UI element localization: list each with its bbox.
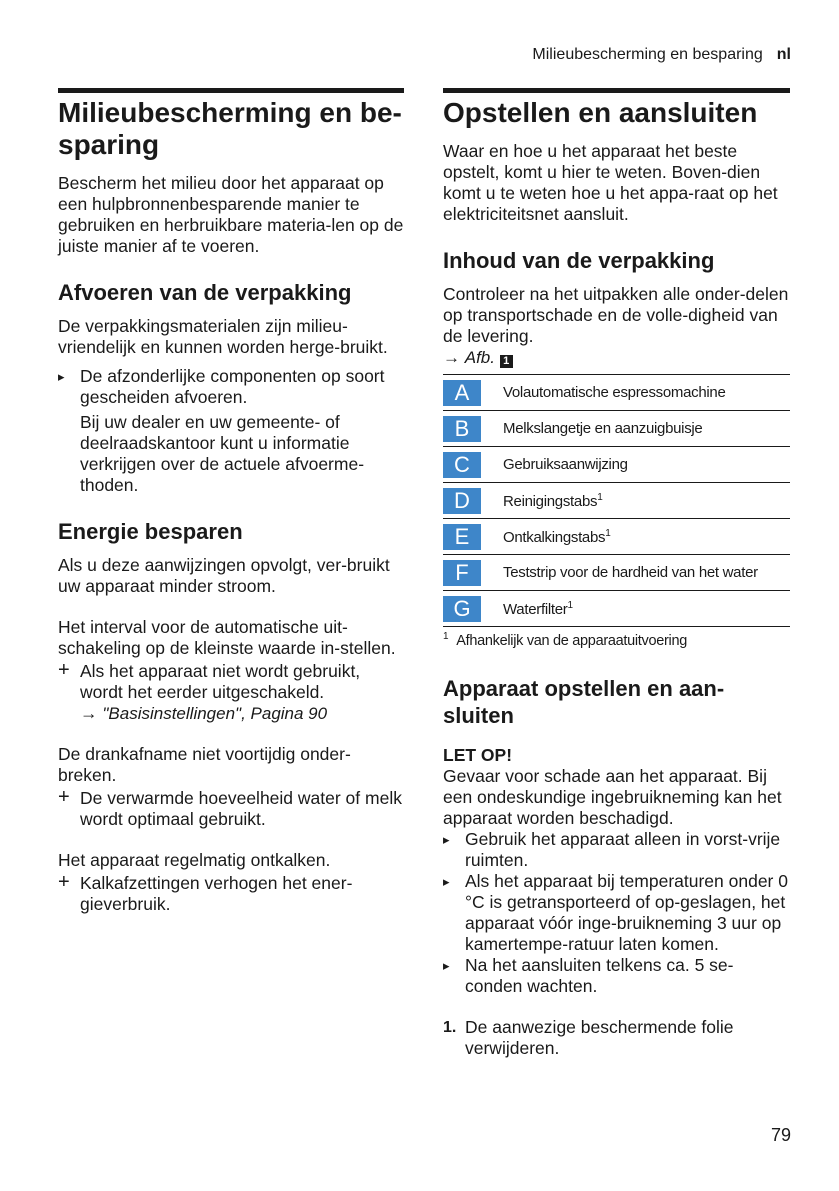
contents-label: Waterfilter [503,600,568,618]
figure-reference [443,347,790,368]
heading-setup-connect: Apparaat opstellen en aan- sluiten [443,675,725,728]
plus-icon: + [58,786,70,808]
energy-text-1: Als u deze aanwijzingen opvolgt, ver-bruikt uw apparaat minder stroom. [58,555,390,596]
heading-energy: Energie besparen [58,519,243,544]
contents-letter-badge: E [443,524,481,550]
section-rule [58,88,404,93]
heading-package-contents: Inhoud van de verpakking [443,248,715,273]
contents-letter-cell [443,519,503,555]
setup-bullet-2: ▸ Als het apparaat bij temperaturen onder 0 °C is getransporteerd of op-geslagen, het apparaat vóór inge-bruikneming 3 uur op kamertempe-ratuur laten komen. [443,871,790,955]
left-column [58,88,404,915]
contents-row [443,483,790,519]
energy-advantage-2 [58,788,404,830]
right-column [443,88,790,1059]
contents-description [503,447,790,483]
contents-description [503,555,790,591]
section-title-setup: Opstellen en aansluiten [443,97,758,128]
footnote-mark: 1 [443,631,449,642]
footnote-text: Afhankelijk van de apparaatuitvoering [456,632,687,649]
contents-row [443,519,790,555]
contents-letter-cell [443,591,503,627]
header-section-title: Milieubescherming en besparing [532,46,763,63]
disposal-text: De verpakkingsmaterialen zijn milieu-vriendelijk en kunnen worden herge-bruikt. [58,316,388,357]
energy-text-4: Het apparaat regelmatig ontkalken. [58,850,331,870]
disposal-note: Bij uw dealer en uw gemeente- of deelraadskantoor kunt u informatie verkrijgen over de actuele afvoerme-thoden. [80,412,365,495]
contents-row [443,555,790,591]
contents-label: Reinigingstabs [503,492,598,510]
package-contents-table [443,374,790,627]
step-number: 1. [443,1018,457,1036]
energy-reference-link[interactable]: "Basisinstellingen", Pagina 90 [102,704,328,723]
contents-row [443,375,790,411]
energy-text-3: De drankafname niet voortijdig onder-breken. [58,744,351,785]
contents-letter-badge: B [443,416,481,442]
disposal-bullet: ▸ De afzonderlijke componenten op soort gescheiden afvoeren. [58,366,404,408]
section-rule [443,88,790,93]
contents-description [503,483,790,519]
contents-letter-badge: D [443,488,481,514]
page-number: 79 [770,1125,791,1145]
energy-advantage-2-text: De verwarmde hoeveelheid water of melk wordt optimaal gebruikt. [80,788,402,829]
caution-title: LET OP! [443,744,513,765]
contents-letter-cell [443,447,503,483]
contents-description [503,411,790,447]
contents-text: Controleer na het uitpakken alle onder-delen op transportschade en de volle-digheid van de levering. [443,284,789,346]
contents-letter-badge: G [443,596,481,622]
setup-bullet-1: ▸ Gebruik het apparaat alleen in vorst-vrije ruimten. [443,829,790,871]
environment-intro: Bescherm het milieu door het apparaat op een hulpbronnenbesparende manier te gebruiken en herbruikbare materia-len op de juiste manier af te voeren. [58,173,404,256]
header-language: nl [776,46,791,63]
energy-advantage-1-text: Als het apparaat niet wordt gebruikt, wordt het eerder uitgeschakeld. [80,661,361,702]
contents-label: Teststrip voor de hardheid van het water [503,564,758,581]
setup-intro: Waar en hoe u het apparaat het beste opstelt, komt u hier te weten. Boven-dien komt u te weten hoe u het appa-raat op het elektriciteitsnet aansluit. [443,141,778,224]
contents-letter-cell [443,375,503,411]
contents-description [503,519,790,555]
setup-bullet-3: ▸ Na het aansluiten telkens ca. 5 se-conden wachten. [443,955,790,997]
contents-letter-badge: C [443,452,481,478]
energy-advantage-3-text: Kalkafzettingen verhogen het ener-gieverbruik. [80,873,353,914]
contents-label: Ontkalkingstabs [503,528,606,546]
caution-text: Gevaar voor schade aan het apparaat. Bij een ondeskundige ingebruikneming kan het apparaat worden beschadigd. [443,765,782,828]
contents-letter-badge: F [443,560,481,586]
contents-label: Volautomatische espressomachine [503,384,726,401]
energy-advantage-3 [58,873,404,915]
contents-letter-badge: A [443,380,481,406]
footnote [443,631,790,649]
heading-disposal: Afvoeren van de verpakking [58,280,352,305]
energy-advantage-1 [58,661,404,703]
footnote-reference: 1 [605,527,611,539]
setup-step-1 [443,1017,790,1059]
plus-icon: + [58,871,70,893]
contents-row [443,591,790,627]
energy-reference [58,703,404,724]
figure-reference-label[interactable]: Afb. [464,348,495,367]
energy-text-2: Het interval voor de automatische uit-schakeling op de kleinste waarde in-stellen. [58,617,396,658]
section-title-environment: Milieubescherming en be- sparing [58,97,402,160]
contents-label: Gebruiksaanwijzing [503,456,628,473]
contents-row [443,447,790,483]
footnote-reference: 1 [597,491,603,503]
setup-step-1-text: De aanwezige beschermende folie verwijderen. [465,1016,734,1058]
contents-description [503,591,790,627]
contents-letter-cell [443,411,503,447]
contents-description [503,375,790,411]
footnote-reference: 1 [567,599,573,611]
contents-label: Melkslangetje en aanzuigbuisje [503,420,703,437]
contents-letter-cell [443,483,503,519]
contents-row [443,411,790,447]
arrow-icon: → [80,703,103,723]
plus-icon: + [58,659,70,681]
arrow-icon: → [443,348,465,367]
figure-number-badge: 1 [500,355,513,368]
contents-letter-cell [443,555,503,591]
running-header [532,46,791,64]
